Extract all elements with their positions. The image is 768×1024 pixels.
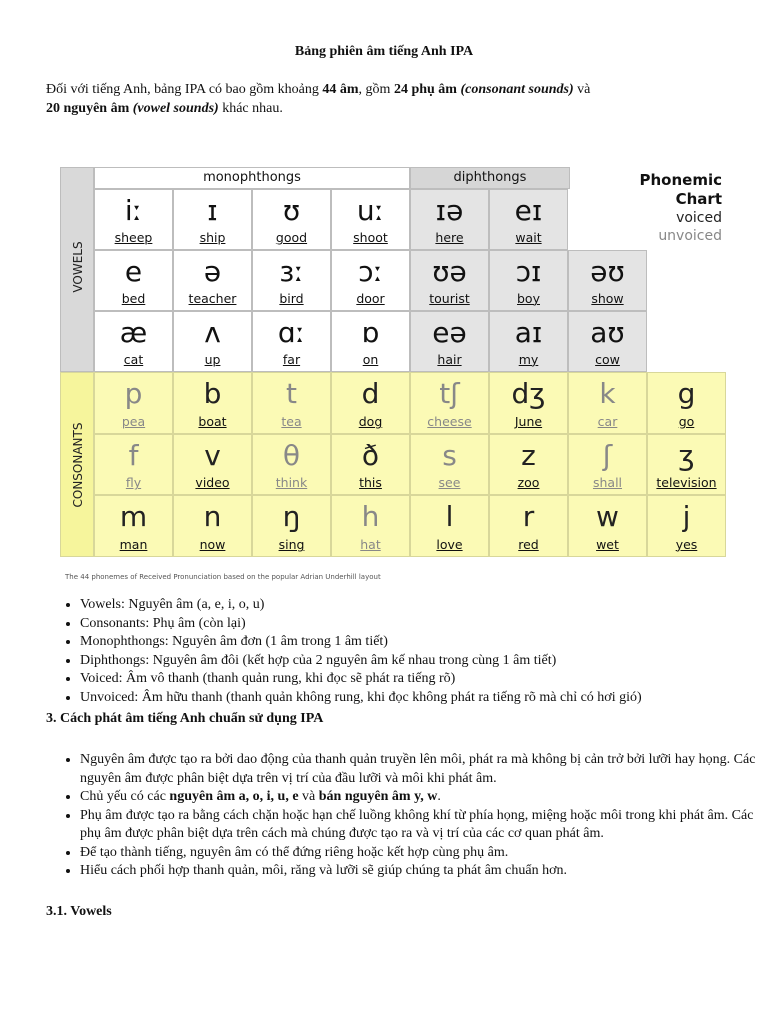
example-word: show <box>591 291 624 306</box>
phoneme-symbol: v <box>204 438 221 472</box>
pronunciation-list <box>46 751 760 881</box>
example-word: cheese <box>427 413 472 429</box>
consonant-cell <box>331 495 410 557</box>
phoneme-symbol: d <box>361 377 380 410</box>
consonant-cell <box>568 495 647 557</box>
example-word: this <box>359 475 382 491</box>
vowel-cell <box>331 250 410 311</box>
phoneme-symbol: w <box>596 500 619 534</box>
phoneme-symbol: ʒ <box>678 438 695 472</box>
phoneme-symbol: æ <box>119 316 148 349</box>
legend-unvoiced: unvoiced <box>658 228 722 244</box>
phoneme-symbol: ʊ <box>282 194 301 227</box>
monophthongs-header: monophthongs <box>94 167 410 189</box>
phoneme-symbol: t <box>286 377 297 410</box>
vowel-cell <box>94 311 173 372</box>
intro-text: khác nhau. <box>218 101 283 116</box>
example-word: sheep <box>114 230 153 245</box>
list-item: • Phụ âm được tạo ra bằng cách chặn hoặc hạn chế luồng không khí từ phía họng, miệng hoặc môi trong khi phát âm. Các phụ âm được phân biệt dựa trên cách mà chúng được tạo ra và vị trí của các cơ quan phát âm. <box>80 807 760 844</box>
consonant-cell <box>173 434 252 496</box>
consonant-cell <box>647 434 726 496</box>
consonant-cell <box>568 434 647 496</box>
vowels-side-strip <box>60 167 94 372</box>
example-word: wait <box>515 230 542 245</box>
example-word: love <box>436 537 463 553</box>
phoneme-symbol: z <box>521 438 536 472</box>
phoneme-symbol: b <box>203 377 222 410</box>
intro-bold-20: 20 nguyên âm <box>46 101 130 116</box>
consonant-cell <box>94 434 173 496</box>
phoneme-symbol: s <box>442 438 457 472</box>
intro-bold-24: 24 phụ âm <box>393 82 457 97</box>
phoneme-symbol: ɑː <box>277 316 306 349</box>
example-word: think <box>275 475 308 491</box>
example-word: sing <box>278 537 305 553</box>
example-word: boat <box>198 413 227 429</box>
phoneme-symbol: ə <box>203 255 222 288</box>
example-word: good <box>275 230 308 245</box>
phoneme-symbol: ʊə <box>432 255 467 288</box>
example-word: boy <box>517 291 540 306</box>
phoneme-symbol: eə <box>432 316 467 349</box>
phoneme-symbol: ɪ <box>207 194 218 227</box>
legend-title-chart: Chart <box>675 190 722 208</box>
list-item: • Consonants: Phụ âm (còn lại) <box>80 615 760 634</box>
phoneme-symbol: ɔɪ <box>515 255 542 288</box>
consonant-cell <box>94 495 173 557</box>
intro-paragraph <box>46 80 606 118</box>
vowel-list-bold: nguyên âm a, o, i, u, e <box>169 789 299 804</box>
vowel-cell <box>410 189 489 250</box>
example-word: pea <box>121 413 146 429</box>
consonant-cell <box>173 495 252 557</box>
phoneme-symbol: əʊ <box>590 255 625 288</box>
vowel-cell <box>489 250 568 311</box>
vowel-cell <box>173 189 252 250</box>
list-item: • Hiểu cách phối hợp thanh quản, môi, răng và lưỡi sẽ giúp chúng ta phát âm chuẩn hơn. <box>80 862 760 881</box>
example-word: hat <box>360 537 381 553</box>
example-word: fly <box>125 475 142 491</box>
example-word: bed <box>121 291 146 306</box>
consonant-cell <box>489 495 568 557</box>
phoneme-symbol: e <box>124 255 143 288</box>
example-word: cow <box>595 352 620 367</box>
document-title: Bảng phiên âm tiếng Anh IPA <box>294 44 474 59</box>
vowel-cell <box>173 311 252 372</box>
phoneme-symbol: l <box>445 500 454 534</box>
example-word: on <box>362 352 379 367</box>
glossary-list <box>46 596 760 707</box>
phoneme-symbol: ʌ <box>204 316 221 349</box>
list-item: • Monophthongs: Nguyên âm đơn (1 âm trong 1 âm tiết) <box>80 633 760 652</box>
list-item: • Nguyên âm được tạo ra bởi dao động của thanh quản truyền lên môi, phát ra mà không bị cản trở bởi lưỡi hay họng. Các nguyên âm được phân biệt dựa trên vị trí của đầu lưỡi và môi khi phát âm. <box>80 751 760 788</box>
list-item: • Diphthongs: Nguyên âm đôi (kết hợp của 2 nguyên âm kế nhau trong cùng 1 âm tiết) <box>80 652 760 671</box>
example-word: video <box>195 475 230 491</box>
phonemic-chart <box>60 167 730 562</box>
phoneme-symbol: k <box>599 377 616 410</box>
example-word: up <box>204 352 221 367</box>
phoneme-symbol: tʃ <box>439 377 460 410</box>
phoneme-symbol: θ <box>282 438 301 472</box>
vowel-cell <box>173 250 252 311</box>
example-word: wet <box>596 537 619 553</box>
example-word: shoot <box>353 230 388 245</box>
vowel-cell <box>410 250 489 311</box>
phoneme-symbol: ɒ <box>361 316 380 349</box>
section-3-heading: 3. Cách phát âm tiếng Anh chuẩn sử dụng IPA <box>46 711 324 726</box>
example-word: now <box>199 537 226 553</box>
chart-legend <box>600 171 722 245</box>
vowel-cell <box>489 189 568 250</box>
vowel-cell <box>489 311 568 372</box>
consonant-cell <box>489 372 568 434</box>
example-word: ship <box>199 230 226 245</box>
example-word: teacher <box>188 291 237 306</box>
list-item: • Voiced: Âm vô thanh (thanh quản rung, khi đọc sẽ phát ra tiếng rõ) <box>80 670 760 689</box>
list-item: • Unvoiced: Âm hữu thanh (thanh quản không rung, khi đọc không phát ra tiếng rõ mà chỉ có hơi gió) <box>80 689 760 708</box>
phoneme-symbol: iː <box>124 194 143 227</box>
list-item <box>80 788 760 807</box>
vowel-cell <box>568 250 647 311</box>
intro-consonant-sounds: (consonant sounds) <box>460 82 574 97</box>
phoneme-symbol: ɪə <box>435 194 464 227</box>
legend-title-phonemic: Phonemic <box>639 171 722 189</box>
intro-bold-44: 44 âm <box>322 82 359 97</box>
phoneme-symbol: ɜː <box>279 255 304 288</box>
vowel-cell <box>410 311 489 372</box>
example-word: my <box>518 352 539 367</box>
consonants-side-label: CONSONANTS <box>71 422 85 508</box>
example-word: shall <box>592 475 623 491</box>
consonant-cell <box>331 372 410 434</box>
vowel-cell <box>94 189 173 250</box>
phoneme-symbol: ŋ <box>282 500 301 534</box>
consonant-cell <box>410 372 489 434</box>
example-word: tea <box>281 413 302 429</box>
example-word: zoo <box>517 475 540 491</box>
example-word: dog <box>358 413 383 429</box>
example-word: door <box>356 291 385 306</box>
phoneme-symbol: ð <box>361 438 380 472</box>
chart-caption: The 44 phonemes of Received Pronunciation based on the popular Adrian Underhill layout <box>65 573 381 581</box>
phoneme-symbol: dʒ <box>511 377 546 410</box>
consonants-side-strip <box>60 372 94 557</box>
example-word: tourist <box>429 291 470 306</box>
intro-text: Đối với tiếng Anh, bảng IPA có bao gồm khoảng <box>46 82 323 97</box>
list-text: Chủ yếu có các <box>80 789 170 804</box>
consonant-cell <box>252 372 331 434</box>
phoneme-symbol: h <box>361 500 380 534</box>
phoneme-symbol: uː <box>356 194 385 227</box>
list-item: • Vowels: Nguyên âm (a, e, i, o, u) <box>80 596 760 615</box>
example-word: yes <box>675 537 698 553</box>
vowel-cell <box>568 311 647 372</box>
consonant-cell <box>252 495 331 557</box>
consonant-cell <box>647 495 726 557</box>
example-word: June <box>514 413 543 429</box>
phoneme-symbol: j <box>682 500 691 534</box>
example-word: cat <box>123 352 144 367</box>
phoneme-symbol: m <box>119 500 148 534</box>
semivowel-list-bold: bán nguyên âm y, w <box>318 789 438 804</box>
example-word: man <box>119 537 148 553</box>
vowels-side-label: VOWELS <box>71 241 85 293</box>
vowel-cell <box>331 311 410 372</box>
intro-text: và <box>573 82 591 97</box>
consonant-cell <box>489 434 568 496</box>
intro-text: , gồm <box>358 82 394 97</box>
diphthongs-header: diphthongs <box>410 167 570 189</box>
consonant-cell <box>410 495 489 557</box>
phoneme-symbol: g <box>677 377 696 410</box>
section-3-1-heading: 3.1. Vowels <box>46 904 112 919</box>
consonant-cell <box>94 372 173 434</box>
consonant-cell <box>173 372 252 434</box>
phoneme-symbol: r <box>522 500 535 534</box>
list-item: • Để tạo thành tiếng, nguyên âm có thể đứng riêng hoặc kết hợp cùng phụ âm. <box>80 844 760 863</box>
example-word: red <box>518 537 539 553</box>
consonant-cell <box>568 372 647 434</box>
example-word: far <box>282 352 301 367</box>
legend-voiced: voiced <box>676 210 722 226</box>
example-word: bird <box>279 291 304 306</box>
phoneme-symbol: aʊ <box>590 316 625 349</box>
phoneme-symbol: eɪ <box>514 194 543 227</box>
phoneme-symbol: p <box>124 377 143 410</box>
consonant-cell <box>331 434 410 496</box>
phoneme-symbol: n <box>203 500 222 534</box>
vowel-cell <box>94 250 173 311</box>
vowel-cell <box>252 189 331 250</box>
vowel-cell <box>331 189 410 250</box>
consonant-cell <box>647 372 726 434</box>
phoneme-symbol: f <box>128 438 139 472</box>
example-word: car <box>597 413 618 429</box>
example-word: television <box>656 475 717 491</box>
example-word: see <box>438 475 461 491</box>
intro-vowel-sounds: (vowel sounds) <box>132 101 219 116</box>
phoneme-symbol: ʃ <box>602 438 613 472</box>
consonant-cell <box>410 434 489 496</box>
consonant-cell <box>252 434 331 496</box>
example-word: here <box>435 230 464 245</box>
phoneme-symbol: ɔː <box>358 255 383 288</box>
list-text: và <box>298 789 319 804</box>
phoneme-symbol: aɪ <box>514 316 543 349</box>
example-word: hair <box>437 352 462 367</box>
list-text: . <box>437 789 441 804</box>
example-word: go <box>678 413 695 429</box>
vowel-cell <box>252 250 331 311</box>
vowel-cell <box>252 311 331 372</box>
